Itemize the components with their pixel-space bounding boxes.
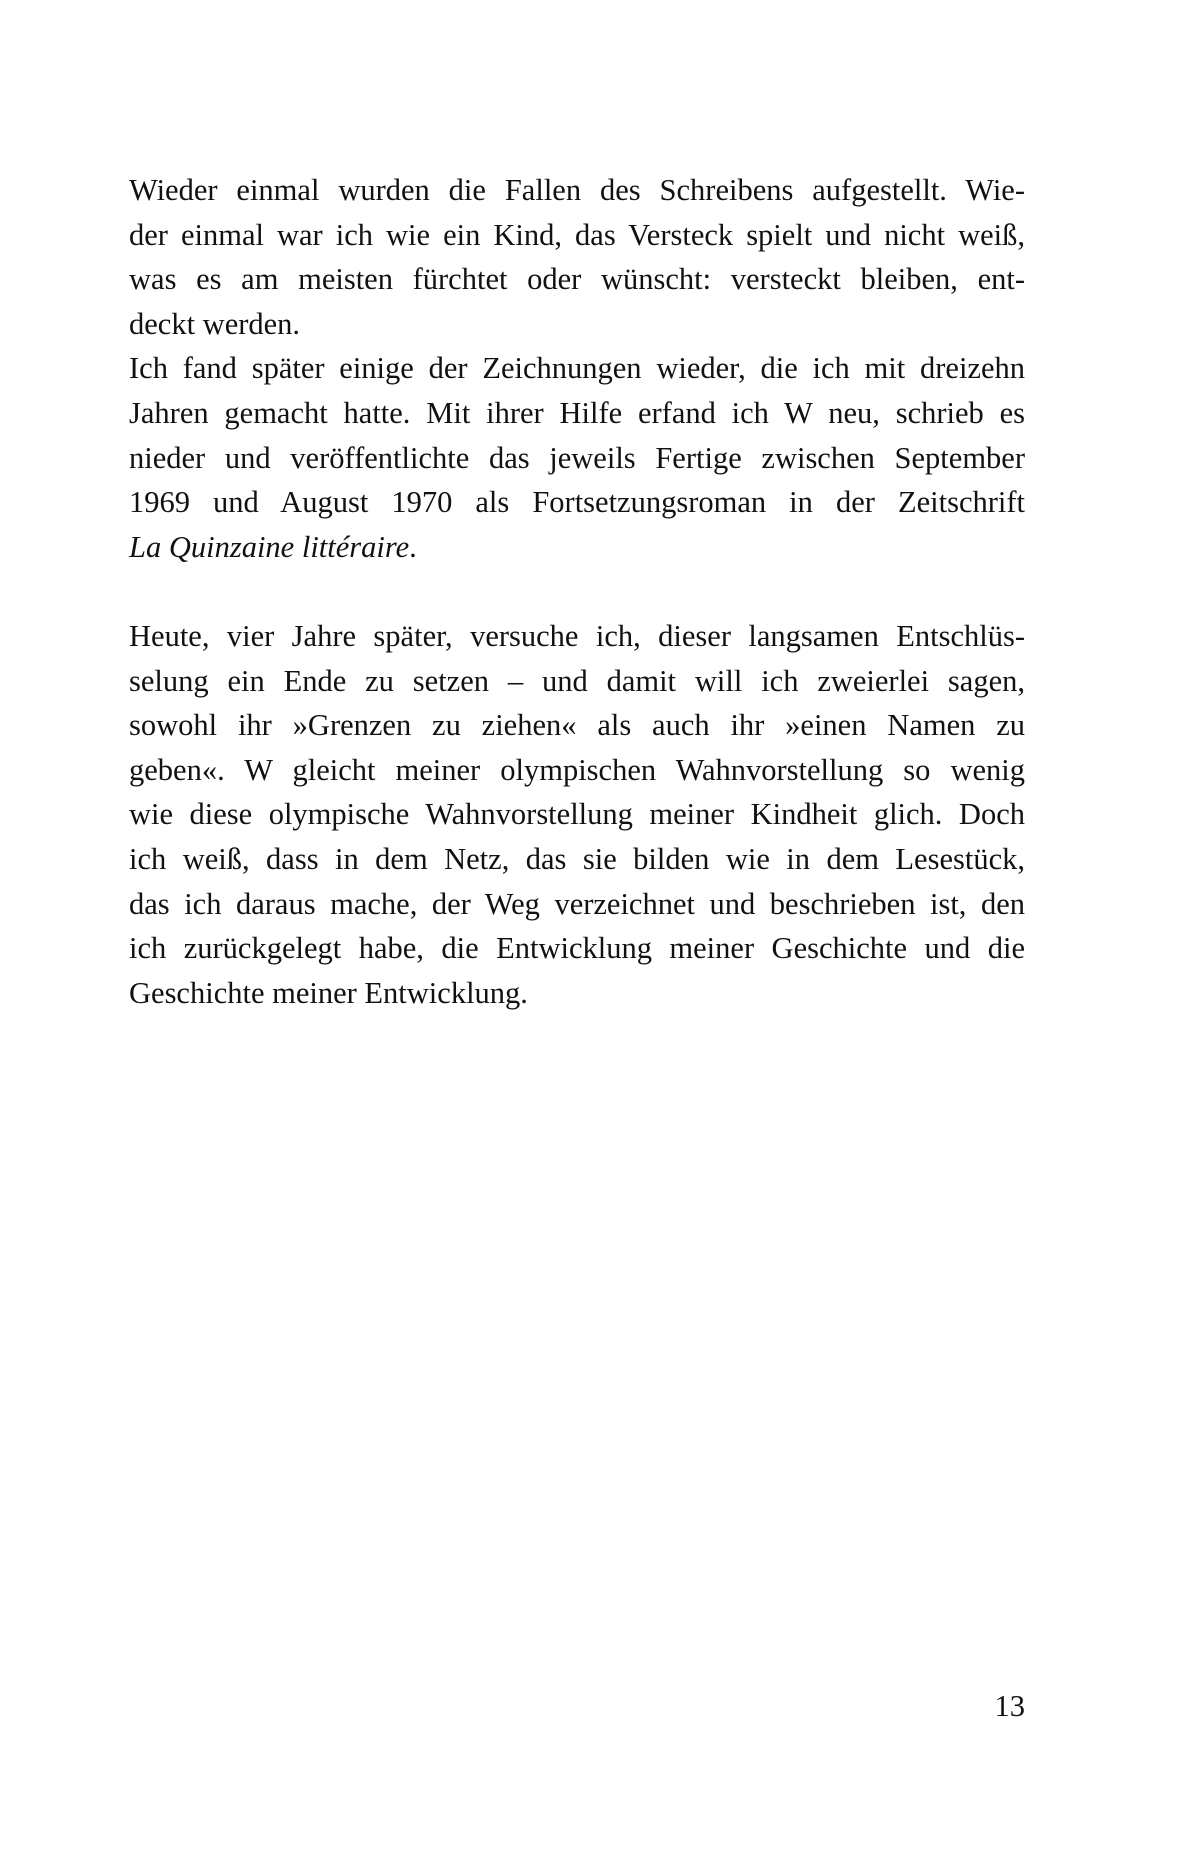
text-line: ich weiß, dass in dem Netz, das sie bilden wie in dem Lesestück,	[129, 841, 1025, 876]
text-line: wie diese olympische Wahnvorstellung meiner Kindheit glich. Doch	[129, 797, 1025, 832]
paragraph-2	[129, 346, 1025, 569]
text-line: der einmal war ich wie ein Kind, das Versteck spielt und nicht weiß,	[129, 217, 1025, 252]
text-line: Jahren gemacht hatte. Mit ihrer Hilfe erfand ich W neu, schrieb es	[129, 395, 1025, 430]
text-line	[129, 525, 1025, 570]
text-line: selung ein Ende zu setzen – und damit will ich zweierlei sagen,	[129, 663, 1025, 698]
journal-title: La Quinzaine littéraire	[129, 529, 410, 564]
text-line: sowohl ihr »Grenzen zu ziehen« als auch ihr »einen Namen zu	[129, 708, 1025, 743]
text-line: Geschichte meiner Entwicklung.	[129, 975, 528, 1010]
text-line: 1969 und August 1970 als Fortsetzungsroman in der Zeitschrift	[129, 485, 1025, 520]
journal-title-period: .	[409, 529, 417, 564]
paragraph-3	[129, 614, 1025, 1015]
text-line: Ich fand später einige der Zeichnungen wieder, die ich mit dreizehn	[129, 351, 1025, 386]
paragraph-1	[129, 168, 1025, 346]
text-line: Heute, vier Jahre später, versuche ich, dieser langsamen Entschlüs-	[129, 618, 1025, 653]
page-number: 13	[994, 1689, 1025, 1723]
text-line: Wieder einmal wurden die Fallen des Schreibens aufgestellt. Wie-	[129, 173, 1025, 207]
text-line: nieder und veröffentlichte das jeweils Fertige zwischen September	[129, 440, 1025, 475]
text-line: was es am meisten fürchtet oder wünscht: versteckt bleiben, ent-	[129, 262, 1025, 297]
text-line: das ich daraus mache, der Weg verzeichnet und beschrieben ist, den	[129, 886, 1025, 921]
text-line: deckt werden.	[129, 306, 301, 341]
text-line: geben«. W gleicht meiner olympischen Wahnvorstellung so wenig	[129, 752, 1025, 787]
paragraph-gap	[129, 569, 1025, 614]
body-text	[129, 168, 1025, 1015]
text-line: ich zurückgelegt habe, die Entwicklung meiner Geschichte und die	[129, 931, 1025, 966]
